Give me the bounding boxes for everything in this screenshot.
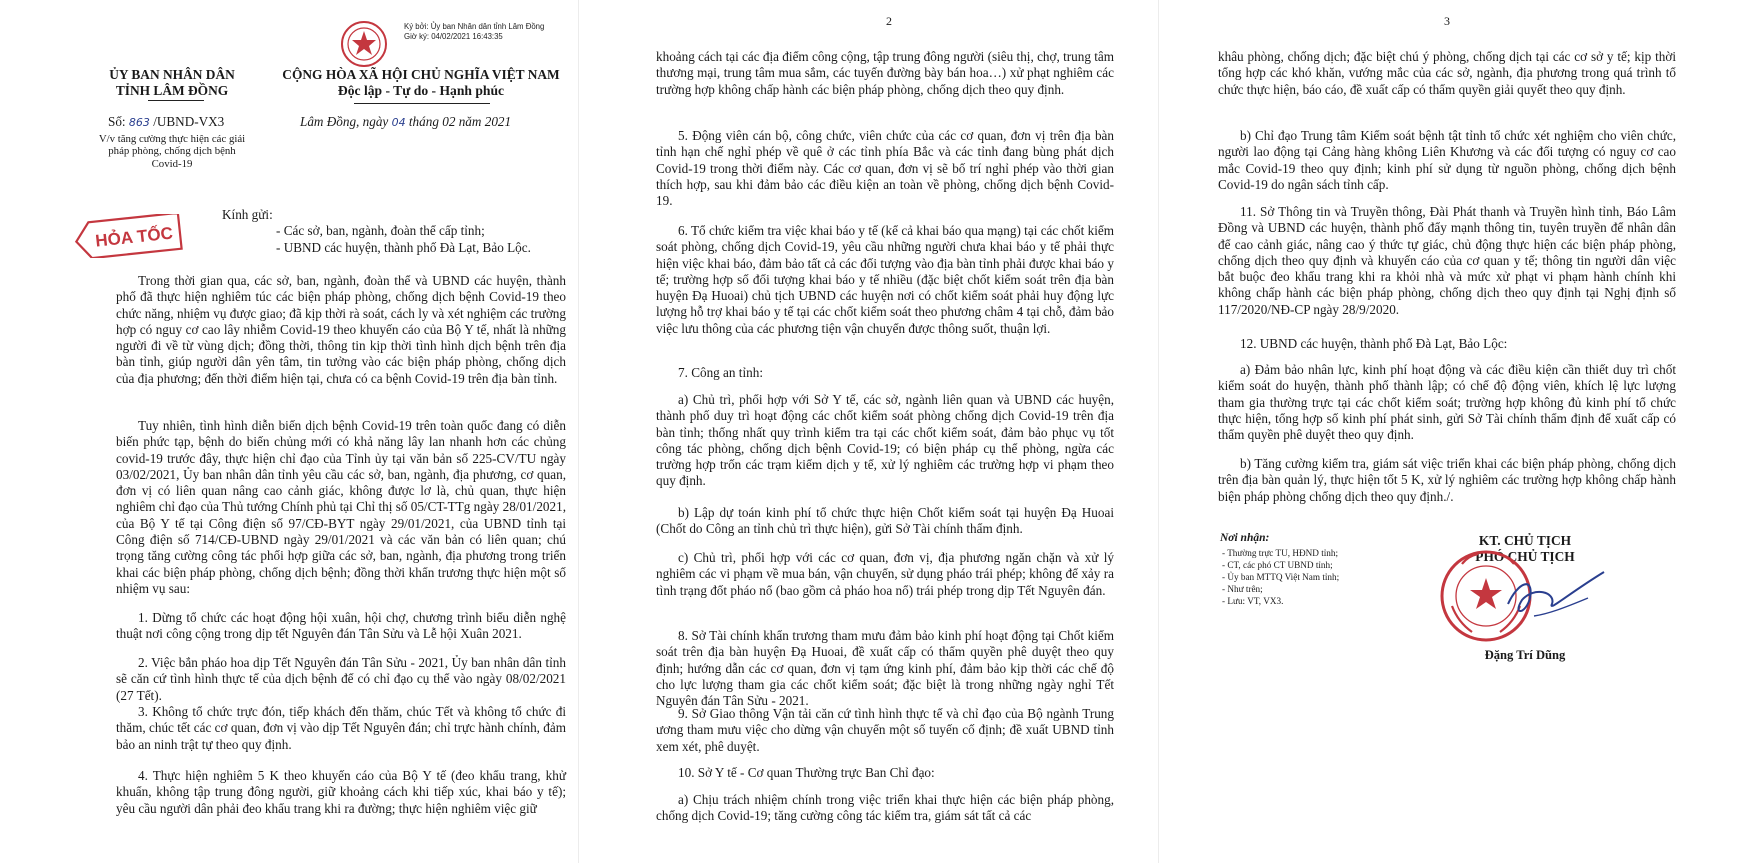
national-motto: Độc lập - Tự do - Hạnh phúc bbox=[337, 83, 505, 98]
issuing-agency bbox=[72, 67, 272, 99]
kinh-gui-label: Kính gửi: bbox=[222, 207, 273, 222]
document-date bbox=[300, 114, 511, 130]
recipients-item: - Như trên; bbox=[1222, 584, 1263, 594]
docno-suffix: /UBND-VX3 bbox=[149, 114, 225, 129]
item-7c: c) Chủ trì, phối hợp với các cơ quan, đơn vị, địa phương ngăn chặn và xử lý nghiêm các vi phạm về mua bán, vận chuyển, sử dụng pháo trái phép; không để xảy ra tình trạng đốt pháo nổ (bao gồm cả pháo hoa nổ) trái phép trong dịp Tết Nguyên đán. bbox=[656, 550, 1114, 598]
docno-handwritten: 863 bbox=[128, 116, 150, 129]
page-divider-2 bbox=[1158, 0, 1159, 863]
signer-name: Đặng Trí Dũng bbox=[1484, 648, 1566, 662]
recipients-item: - Ủy ban MTTQ Việt Nam tỉnh; bbox=[1222, 572, 1340, 582]
date-suffix: tháng 02 năm 2021 bbox=[405, 114, 512, 129]
document-subject: V/v tăng cường thực hiện các giải pháp phòng, chống dịch bệnh Covid-19 bbox=[98, 133, 246, 170]
digital-signature-line-2: Giờ ký: 04/02/2021 16:43:35 bbox=[404, 32, 503, 41]
item-5: 5. Động viên cán bộ, công chức, viên chức của các cơ quan, đơn vị trên địa bàn tỉnh hạn chế nghỉ phép về quê ở các tỉnh phía Bắc và các tỉnh đang bùng phát dịch Covid-19 trong thời điểm này. Các cơ quan, đơn vị sẽ bố trí nghỉ phép vào thời gian thích hợp, sau khi đảm bảo các điều kiện an toàn về phòng, chống dịch bệnh Covid-19. bbox=[656, 128, 1114, 209]
item-4: 4. Thực hiện nghiêm 5 K theo khuyến cáo của Bộ Y tế (đeo khẩu trang, khử khuẩn, không tập trung đông người, giữ khoảng cách khi tiếp xúc, khai báo y tế); yêu cầu người dân phải đeo khẩu trang khi ra đường; thực hiện nghiêm việc giữ bbox=[116, 768, 566, 816]
item-12b: b) Tăng cường kiểm tra, giám sát việc triển khai các biện pháp phòng, chống dịch trên địa bàn quản lý, thực hiện tốt 5 K, xử lý nghiêm các trường hợp không chấp hành biện pháp phòng chống dịch theo quy định./. bbox=[1218, 456, 1676, 504]
urgent-stamp-text: HỎA TỐC bbox=[94, 223, 174, 251]
item-8: 8. Sở Tài chính khẩn trương tham mưu đảm bảo kinh phí hoạt động tại Chốt kiểm soát trên địa bàn huyện Đạ Huoai, đề xuất cấp có thẩm quyền phê duyệt theo quy định; hướng dẫn các cơ quan, đơn vị tạm ứng kinh phí, đảm bảo kịp thời các chế độ cho lực lượng tham gia các chốt kiểm soát; đặc biệt là trong những ngày nghỉ Tết Nguyên đán Tân Sửu - 2021. bbox=[656, 628, 1114, 709]
item-12: 12. UBND các huyện, thành phố Đà Lạt, Bảo Lộc: bbox=[1240, 336, 1508, 351]
national-title: CỘNG HÒA XÃ HỘI CHỦ NGHĨA VIỆT NAM bbox=[282, 67, 560, 82]
item-2: 2. Việc bắn pháo hoa dịp Tết Nguyên đán Tân Sửu - 2021, Ủy ban nhân dân tỉnh sẽ căn cứ tình hình thực tế của dịch bệnh để có chỉ đạo cụ thể vào ngày 08/02/2021 (27 Tết). bbox=[116, 655, 566, 703]
official-seal-with-signature bbox=[1438, 546, 1608, 650]
paragraph-however: Tuy nhiên, tình hình diễn biến dịch bệnh Covid-19 trên toàn quốc đang có diễn biến phức tạp, bệnh do biến chủng mới có khả năng lây lan nhanh hơn các chủng covid-19 trước đây, thực hiện chỉ đạo của Tỉnh ủy tại văn bản số 225-CV/TU ngày 03/02/2021, Ủy ban nhân dân tỉnh yêu cầu các sở, ban, ngành, địa phương, cơ quan, đơn vị có liên quan nâng cao cảnh giác, không được lơ là, chủ quan, thực hiện nghiêm chỉ đạo của Thủ tướng Chính phủ tại Chỉ thị số 05/CT-TTg ngày 28/01/2021, của Bộ Y tế tại Công điện số 97/CĐ-BYT ngày 29/01/2021, của UBND tỉnh tại Công điện số 714/CĐ-UBND ngày 29/01/2021 và các văn bản có liên quan; chú trọng tăng cường công tác phối hợp giữa các sở, ban, ngành, địa phương trong triển khai các biện pháp phòng, chống dịch bệnh; đồng thời khẩn trương thực hiện một số nhiệm vụ sau: bbox=[116, 418, 566, 596]
recipients-item: - CT, các phó CT UBND tỉnh; bbox=[1222, 560, 1333, 570]
agency-line-1: ỦY BAN NHÂN DÂN bbox=[109, 67, 235, 82]
docno-prefix: Số: bbox=[108, 114, 129, 129]
recipients-item: - Thường trực TU, HĐND tỉnh; bbox=[1222, 548, 1339, 558]
item-1: 1. Dừng tổ chức các hoạt động hội xuân, hội chợ, chương trình biểu diễn nghệ thuật nơi công cộng trong dịp tết Nguyên đán Tân Sửu và Lễ hội Xuân 2021. bbox=[116, 610, 566, 642]
recipient-1: - Các sở, ban, ngành, đoàn thể cấp tỉnh; bbox=[276, 223, 485, 238]
recipients-title: Nơi nhận: bbox=[1220, 532, 1270, 544]
recipients-list bbox=[1222, 547, 1339, 607]
item-10a-continued: khâu phòng, chống dịch; đặc biệt chú ý phòng, chống dịch tại các cơ sở y tế; kịp thời tổng hợp các khó khăn, vướng mắc của các sở, ngành, địa phương trong quá trình tổ chức thực hiện, báo cáo, đề xuất cấp có thẩm quyền giải quyết theo quy định. bbox=[1218, 49, 1676, 97]
signing-line-2: PHÓ CHỦ TỊCH bbox=[1475, 549, 1575, 564]
document-number bbox=[108, 114, 224, 130]
item-7b: b) Lập dự toán kinh phí tổ chức thực hiện Chốt kiểm soát tại huyện Đạ Huoai (Chốt do Công an tỉnh chủ trì thực hiện), gửi Sở Tài chính thẩm định. bbox=[656, 505, 1114, 537]
item-11: 11. Sở Thông tin và Truyền thông, Đài Phát thanh và Truyền hình tỉnh, Báo Lâm Đồng và UBND các huyện, thành phố đẩy mạnh thông tin, tuyên truyền để nhân dân để cao cảnh giác, nâng cao ý thức tự giác, chủ động thực hiện các biện pháp phòng, chống dịch theo quy định và khuyến cáo của cơ quan y tế; thông tin người dân việc bắt buộc đeo khẩu trang khi ra khỏi nhà và mức xử phạt vi phạm hành chính khi không chấp hành các biện pháp phòng, chống dịch theo quy định tại Nghị định số 117/2020/NĐ-CP ngày 28/9/2020. bbox=[1218, 204, 1676, 317]
page-divider-1 bbox=[578, 0, 579, 863]
agency-line-2: TỈNH LÂM ĐỒNG bbox=[115, 83, 229, 98]
signing-line-1: KT. CHỦ TỊCH bbox=[1478, 533, 1572, 548]
item-4-continued: khoảng cách tại các địa điểm công cộng, tập trung đông người (siêu thị, chợ, trung tâm thương mại, trung tâm mua sắm, các tuyến đường bày bán hoa…) xử phạt nghiêm các trường hợp không chấp hành các biện pháp phòng, chống dịch theo quy định. bbox=[656, 49, 1114, 97]
item-12a: a) Đảm bảo nhân lực, kinh phí hoạt động và các điều kiện cần thiết duy trì chốt kiểm soát do huyện, thành phố thành lập; có chế độ động viên, khích lệ lực lượng tham gia thường trực tại các chốt kiểm soát; trường hợp không đủ kinh phí tổ chức thực hiện, tổng hợp số kinh phí phát sinh, gửi Sở Tài chính thẩm định để xuất cấp có thẩm quyền phê duyệt theo quy định. bbox=[1218, 362, 1676, 443]
item-10a: a) Chịu trách nhiệm chính trong việc triển khai thực hiện các biện pháp phòng, chống dịch Covid-19; tăng cường công tác kiểm tra, giám sát tất cả các bbox=[656, 792, 1114, 824]
recipient-2: - UBND các huyện, thành phố Đà Lạt, Bảo Lộc. bbox=[276, 240, 531, 255]
item-9: 9. Sở Giao thông Vận tải căn cứ tình hình thực tế và chỉ đạo của Bộ ngành Trung ương tham mưu việc cho dừng vận chuyển một số tuyến cố định; đề xuất UBND tỉnh xem xét, phê duyệt. bbox=[656, 706, 1114, 754]
item-10b: b) Chỉ đạo Trung tâm Kiểm soát bệnh tật tỉnh tổ chức xét nghiệm cho viên chức, người lao động tại Cảng hàng không Liên Khương và các đối tượng có nguy cơ cao mắc Covid-19 theo quy định; kinh phí sử dụng từ nguồn phòng, chống dịch bệnh Covid-19 do ngân sách tỉnh cấp. bbox=[1218, 128, 1676, 192]
item-10: 10. Sở Y tế - Cơ quan Thường trực Ban Chỉ đạo: bbox=[678, 765, 935, 780]
item-7: 7. Công an tỉnh: bbox=[678, 365, 763, 380]
page-number-3: 3 bbox=[1444, 14, 1450, 28]
paragraph-intro: Trong thời gian qua, các sở, ban, ngành, đoàn thể và UBND các huyện, thành phố đã thực hiện nghiêm túc các biện pháp phòng, chống dịch bệnh Covid-19 theo chức năng, nhiệm vụ được giao; đã kịp thời rà soát, cách ly và xét nghiệm các trường hợp có nguy cơ cao lây nhiễm Covid-19 theo khuyến cáo của Bộ Y tế, nhất là những người đi về từ vùng dịch; đồng thời, thông tin kịp thời tình hình dịch bệnh trên địa bàn tỉnh, giúp người dân yên tâm, tin tưởng vào các biện pháp phòng, chống dịch của địa phương; đến thời điểm hiện tại, chưa có ca bệnh Covid-19 trên địa bàn tỉnh. bbox=[116, 273, 566, 386]
page-1 bbox=[0, 0, 580, 863]
motto-underline bbox=[354, 103, 490, 104]
item-6: 6. Tổ chức kiểm tra việc khai báo y tế (kể cả khai báo qua mạng) tại các chốt kiểm soát phòng, chống dịch Covid-19, yêu cầu những người chưa khai báo y tế phải thực hiện việc khai báo, đảm bảo tất cả các đối tượng vào địa bàn tỉnh phải được khai báo y tế; trường hợp số đối tượng khai báo y tế nhiều (đặc biệt chốt kiểm soát trên địa bàn huyện Đạ Huoai) chủ tịch UBND các huyện nơi có chốt kiểm soát phải huy động lực lượng hỗ trợ khai báo y tế tại các chốt kiểm soát theo phương châm 4 tại chỗ, đảm bảo việc lưu thông của các phương tiện vận chuyển được thông suốt, thuận lợi. bbox=[656, 223, 1114, 336]
agency-underline bbox=[148, 100, 204, 101]
urgent-stamp bbox=[74, 214, 186, 258]
recipients-item: - Lưu: VT, VX3. bbox=[1222, 596, 1284, 606]
item-3: 3. Không tổ chức trực đón, tiếp khách đến thăm, chúc Tết và không tổ chức đi thăm, chúc tết các cơ quan, đơn vị vào dịp Tết Nguyên đán; chỉ trực hành chính, đảm bảo an ninh trật tự theo quy định. bbox=[116, 704, 566, 752]
national-emblem-icon bbox=[340, 20, 388, 68]
digital-signature-line-1: Ký bởi: Ủy ban Nhân dân tỉnh Lâm Đồng bbox=[404, 22, 545, 31]
date-handwritten: 04 bbox=[391, 116, 406, 129]
date-prefix: Lâm Đồng, ngày bbox=[300, 114, 392, 129]
page-number-2: 2 bbox=[886, 14, 892, 28]
item-7a: a) Chủ trì, phối hợp với Sở Y tế, các sở, ngành liên quan và UBND các huyện, thành phố duy trì hoạt động các chốt kiểm soát phòng chống dịch Covid-19 trên địa bàn tỉnh; thống nhất quy trình kiểm tra tại các chốt kiểm soát, đảm bảo phục vụ tốt công tác phòng, chống dịch bệnh Covid-19; có biện pháp cụ thể phòng, ngừa các trường hợp trốn các trạm kiểm dịch y tế, xử lý nghiêm các trường hợp vi phạm theo quy định. bbox=[656, 392, 1114, 489]
digital-signature-info bbox=[404, 22, 544, 42]
